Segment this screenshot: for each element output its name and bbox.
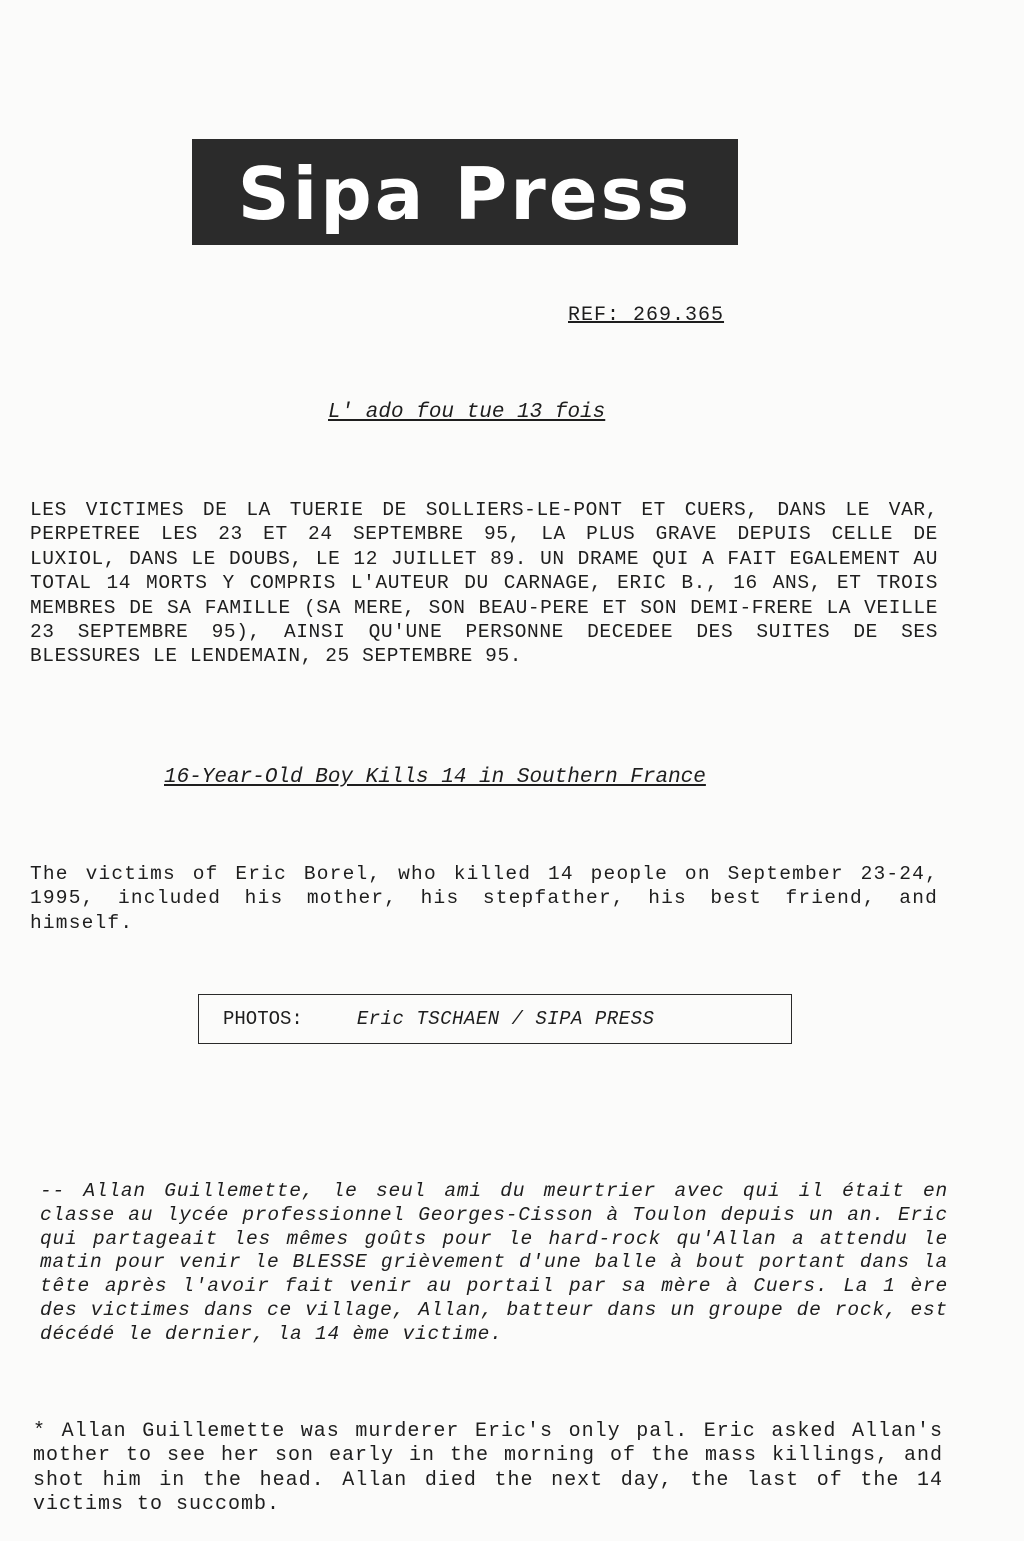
- french-body: LES VICTIMES DE LA TUERIE DE SOLLIERS-LE-PONT ET CUERS, DANS LE VAR, PERPETREE LES 23 ET 24 SEPTEMBRE 95, LA PLUS GRAVE DEPUIS CELLE DE LUXIOL, DANS LE DOUBS, LE 12 JUILLET 89. UN DRAME QUI A FAIT EGALEMENT AU TOTAL 14 MORTS Y COMPRIS L'AUTEUR DU CARNAGE, ERIC B., 16 ANS, ET TROIS MEMBRES DE SA FAMILLE (SA MERE, SON BEAU-PERE ET SON DEMI-FRERE LA VEILLE 23 SEPTEMBRE 95), AINSI QU'UNE PERSONNE DECEDEE DES SUITES DE SES BLESSURES LE LENDEMAIN, 25 SEPTEMBRE 95.: [30, 499, 938, 668]
- photos-label: PHOTOS:: [223, 1008, 303, 1030]
- french-caption: -- Allan Guillemette, le seul ami du meurtrier avec qui il était en classe au lycée professionnel Georges-Cisson à Toulon depuis un an. Eric qui partageait les mêmes goûts pour le hard-rock qu'Allan a attendu le matin pour venir le BLESSE grièvement d'une balle à bout portant dans la tête après l'avoir fait venir au portail par sa mère à Cuers. La 1 ère des victimes dans ce village, Allan, batteur dans un groupe de rock, est décédé le dernier, la 14 ème victime.: [40, 1180, 948, 1345]
- french-headline: L' ado fou tue 13 fois: [328, 401, 606, 424]
- reference-number: REF: 269.365: [568, 304, 725, 327]
- english-caption: * Allan Guillemette was murderer Eric's only pal. Eric asked Allan's mother to see her son early in the morning of the mass killings, and shot him in the head. Allan died the next day, the last of the 14 victims to succomb.: [33, 1420, 943, 1517]
- logo-text: Sipa Press: [237, 152, 693, 236]
- sipa-press-logo: [192, 139, 738, 245]
- photos-credit: Eric TSCHAEN / SIPA PRESS: [356, 1008, 655, 1030]
- english-headline: 16-Year-Old Boy Kills 14 in Southern France: [164, 766, 706, 789]
- photo-credit-box: [198, 994, 792, 1044]
- english-body: The victims of Eric Borel, who killed 14 people on September 23-24, 1995, included his mother, his stepfather, his best friend, and himself.: [30, 863, 938, 934]
